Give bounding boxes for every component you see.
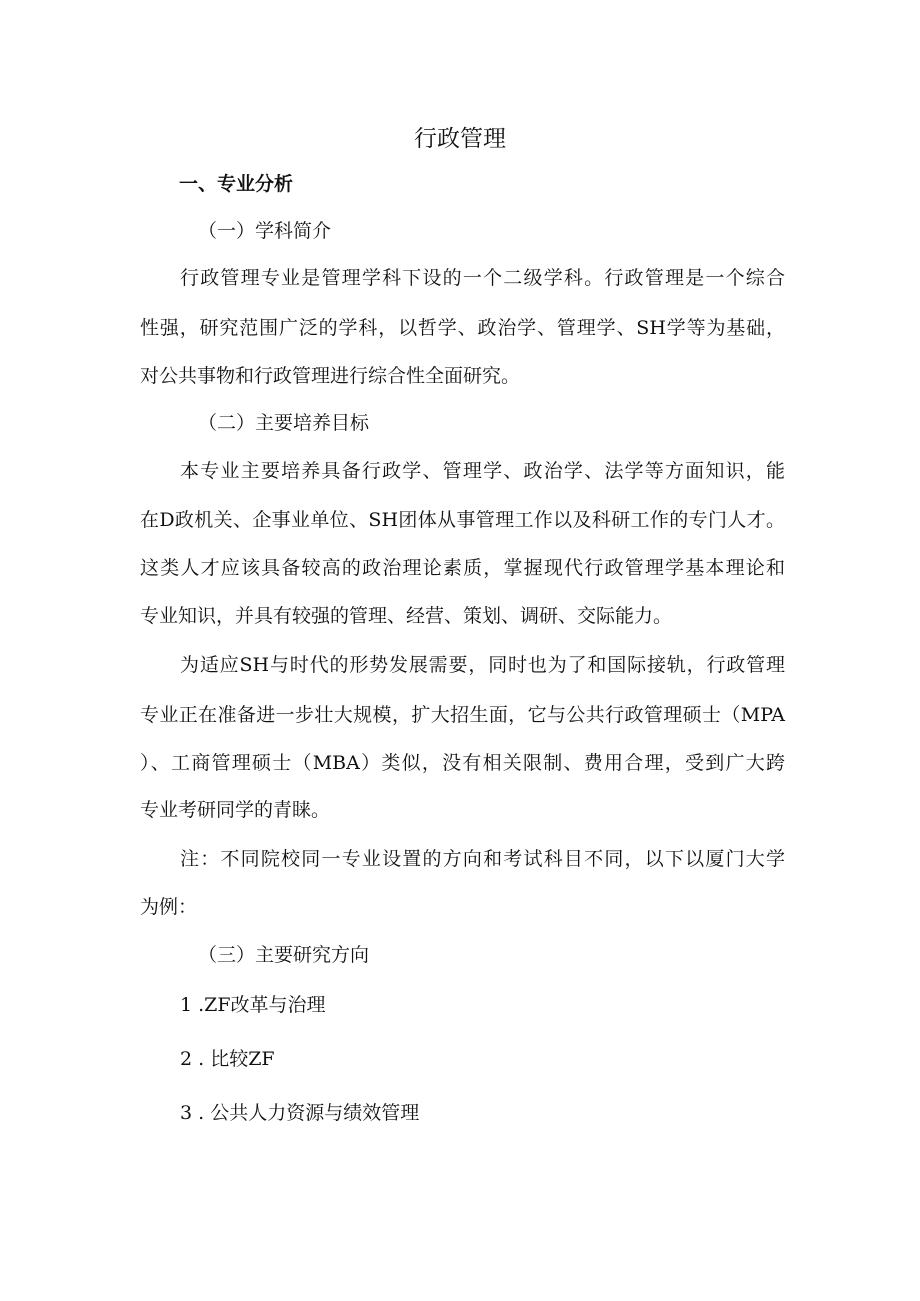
subsection-heading: （二）主要培养目标 — [198, 412, 370, 434]
list-item: 1 .ZF改革与治理 — [180, 994, 326, 1016]
subsection-heading: （一）学科简介 — [198, 220, 332, 242]
paragraph-line: 为适应SH与时代的形势发展需要，同时也为了和国际接轨，行政管理 — [180, 654, 785, 676]
paragraph-line: 专业考研同学的青睐。 — [140, 799, 331, 821]
paragraph-line: 行政管理专业是管理学科下设的一个二级学科。行政管理是一个综合 — [180, 267, 785, 289]
paragraph-line: 性强，研究范围广泛的学科，以哲学、政治学、管理学、SH学等为基础， — [140, 317, 785, 339]
list-item: 3 . 公共人力资源与绩效管理 — [180, 1102, 420, 1124]
paragraph-line: 专业知识，并具有较强的管理、经营、策划、调研、交际能力。 — [140, 605, 673, 627]
list-item: 2 . 比较ZF — [180, 1048, 275, 1070]
note-line: 注：不同院校同一专业设置的方向和考试科目不同，以下以厦门大学 — [180, 848, 785, 870]
document-title: 行政管理 — [414, 126, 506, 152]
paragraph-line: 在D政机关、企事业单位、SH团体从事管理工作以及科研工作的专门人才。 — [140, 509, 785, 531]
paragraph-line: ）、工商管理硕士（MBA）类似，没有相关限制、费用合理，受到广大跨 — [140, 752, 785, 774]
paragraph-line: 这类人才应该具备较高的政治理论素质，掌握现代行政管理学基本理论和 — [140, 557, 785, 579]
paragraph-line: 专业正在准备进一步壮大规模，扩大招生面，它与公共行政管理硕士（MPA — [140, 704, 785, 726]
paragraph-line: 本专业主要培养具备行政学、管理学、政治学、法学等方面知识，能 — [180, 460, 785, 482]
note-line: 为例： — [140, 896, 198, 918]
section-heading: 一、专业分析 — [179, 173, 294, 195]
paragraph-line: 对公共事物和行政管理进行综合性全面研究。 — [140, 365, 521, 387]
subsection-heading: （三）主要研究方向 — [198, 944, 370, 966]
